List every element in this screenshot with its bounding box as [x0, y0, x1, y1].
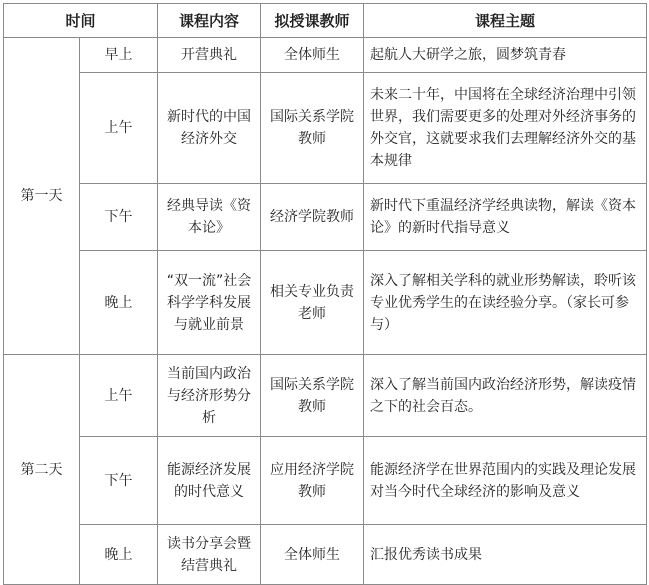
- table-row: [4, 355, 647, 437]
- header-content: 课程内容: [158, 4, 261, 38]
- table-row: [4, 251, 647, 355]
- course-content: 读书分享会暨结营典礼: [158, 525, 261, 585]
- table-row: [4, 38, 647, 73]
- course-teacher: 经济学院教师: [261, 184, 364, 251]
- course-theme: 深入了解当前国内政治经济形势，解读疫情之下的社会百态。: [364, 355, 647, 437]
- header-teacher: 拟授课教师: [261, 4, 364, 38]
- table-row: [4, 525, 647, 585]
- course-theme: 未来二十年，中国将在全球经济治理中引领世界，我们需要更多的处理对外经济事务的外交官，这就要求我们去理解经济外交的基本规律: [364, 73, 647, 184]
- table-row: [4, 437, 647, 525]
- course-teacher: 国际关系学院教师: [261, 355, 364, 437]
- time-slot: 晚上: [80, 525, 158, 585]
- course-content: 经典导读《资本论》: [158, 184, 261, 251]
- time-slot: 上午: [80, 73, 158, 184]
- course-content: 新时代的中国经济外交: [158, 73, 261, 184]
- header-row: [4, 4, 647, 38]
- course-teacher: 全体师生: [261, 525, 364, 585]
- course-theme: 能源经济学在世界范围内的实践及理论发展对当今时代全球经济的影响及意义: [364, 437, 647, 525]
- course-theme: 新时代下重温经济学经典读物，解读《资本论》的新时代指导意义: [364, 184, 647, 251]
- course-teacher: 全体师生: [261, 38, 364, 73]
- course-teacher: 应用经济学院教师: [261, 437, 364, 525]
- course-content: “双一流”社会科学学科发展与就业前景: [158, 251, 261, 355]
- course-theme: 汇报优秀读书成果: [364, 525, 647, 585]
- time-slot: 早上: [80, 38, 158, 73]
- course-content: 当前国内政治与经济形势分析: [158, 355, 261, 437]
- time-slot: 上午: [80, 355, 158, 437]
- time-slot: 晚上: [80, 251, 158, 355]
- header-theme: 课程主题: [364, 4, 647, 38]
- course-content: 开营典礼: [158, 38, 261, 73]
- time-slot: 下午: [80, 437, 158, 525]
- course-teacher: 相关专业负责老师: [261, 251, 364, 355]
- course-teacher: 国际关系学院教师: [261, 73, 364, 184]
- day-label: 第一天: [4, 38, 80, 355]
- day-label: 第二天: [4, 355, 80, 585]
- time-slot: 下午: [80, 184, 158, 251]
- table-row: [4, 73, 647, 184]
- course-schedule-table: [3, 3, 647, 585]
- course-theme: 深入了解相关学科的就业形势解读，聆听该专业优秀学生的在读经验分享。（家长可参与）: [364, 251, 647, 355]
- header-time: 时间: [4, 4, 158, 38]
- course-content: 能源经济发展的时代意义: [158, 437, 261, 525]
- course-theme: 起航人大研学之旅，圆梦筑青春: [364, 38, 647, 73]
- table-row: [4, 184, 647, 251]
